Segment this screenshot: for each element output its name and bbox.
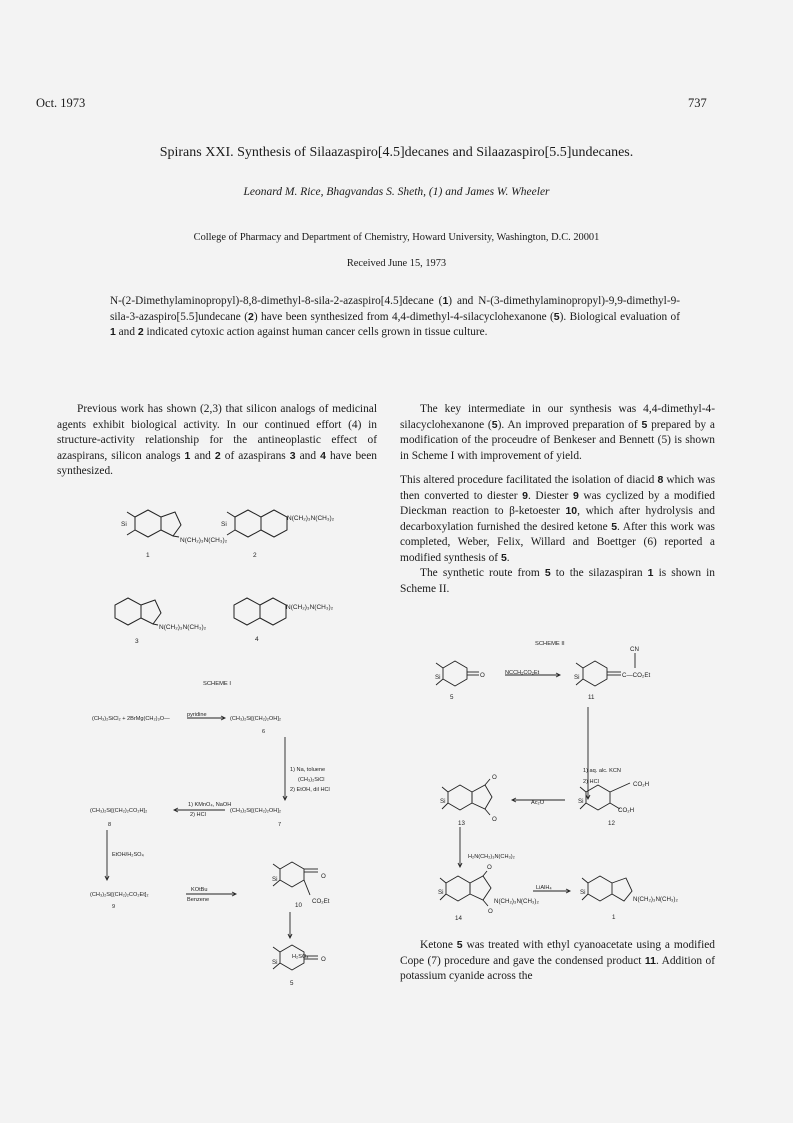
label-5: 5 xyxy=(290,980,294,987)
oxygen-s2c1: O xyxy=(492,774,497,781)
received-date: Received June 15, 1973 xyxy=(346,258,447,269)
right-paragraph-1: The key intermediate in our synthesis was 4,4-dimethyl-4-silacyclohexanone (5). An improved preparation of 5 prepared by a modification of the proceudre of Benkeser and Bennett (5) is shown in Scheme I with improvement of yield. xyxy=(400,403,715,462)
chain-14: N(CH₂)₃N(CH₃)₂ xyxy=(494,898,539,905)
oxygen-s2a: O xyxy=(480,672,485,679)
silicon-atom-s2a: Si xyxy=(435,674,441,681)
intro-paragraph: Previous work has shown (2,3) that silicon analogs of medicinal agents exhibit biological activity. In our continued effort (4) in structure-activity relationship for the antineoplastic effect of azaspirans, silicon analogs 1 and 2 of azaspirans 3 and 4 have been synthesized. xyxy=(57,403,377,477)
oxygen-s2c2: O xyxy=(492,816,497,823)
scheme-1-condition-2c: 2) EtOH, dil HCl xyxy=(290,787,330,793)
authors: Leonard M. Rice, Bhagvandas S. Sheth, (1) and James W. Wheeler xyxy=(243,186,550,198)
label-14: 14 xyxy=(455,915,462,922)
chain-1: N(CH₂)₃N(CH₃)₂ xyxy=(180,537,228,544)
scheme-1-condition-6: H₂SO₄ xyxy=(292,954,309,960)
scheme-2-title: SCHEME II xyxy=(535,641,565,647)
silicon-atom-s2c: Si xyxy=(440,798,446,805)
silicon-atom-s1b: Si xyxy=(272,959,278,966)
scheme-2 xyxy=(400,637,730,942)
right-paragraph-4: Ketone 5 was treated with ethyl cyanoacetate using a modified Cope (7) procedure and gave the condensed product 11. Addition of potassium cyanide across the xyxy=(400,939,715,982)
left-column-intro xyxy=(57,402,377,480)
scheme-1-title: SCHEME I xyxy=(203,681,232,687)
silicon-atom-s2d: Si xyxy=(578,798,584,805)
chain-2: N(CH₂)₃N(CH₃)₂ xyxy=(287,515,335,522)
scheme-1-compound-8: (CH₃)₂Si[(CH₂)₂CO₂H]₂ xyxy=(90,808,148,814)
chain-4: N(CH₂)₃N(CH₃)₂ xyxy=(286,604,334,611)
scheme-1-condition-3a: 1) KMnO₄, NaOH xyxy=(188,802,232,808)
scheme-1-condition-5a: KOtBu xyxy=(191,887,208,893)
oxygen-s1a: O xyxy=(321,873,326,880)
label-1: 1 xyxy=(146,552,150,559)
silicon-atom-s2b: Si xyxy=(574,674,580,681)
right-column-text xyxy=(400,402,715,597)
oxygen-s1b: O xyxy=(321,956,326,963)
label-11: 11 xyxy=(588,694,595,701)
chain-1-s2: N(CH₂)₃N(CH₃)₂ xyxy=(633,896,678,903)
journal-date: Oct. 1973 xyxy=(36,96,86,110)
silicon-atom-s1a: Si xyxy=(272,876,278,883)
right-paragraph-2: This altered procedure facilitated the isolation of diacid 8 which was then converted to diester 9. Diester 9 was cyclized by a modified Dieckman reaction to β-ketoester 10, which after hydrolysis and decarboxylation furnished the desired ketone 5. After this work was completed, Weber, Felix, Willard and Boettger (6) reported a modified synthesis of 5. xyxy=(400,474,716,564)
silicon-atom-2: Si xyxy=(221,521,227,528)
scheme-1-compound-6: (CH₃)₂Si[(CH₂)₂OH]₂ xyxy=(230,716,282,722)
scheme-1-condition-3b: 2) HCl xyxy=(190,812,206,818)
chain-3: N(CH₂)₃N(CH₃)₂ xyxy=(159,624,207,631)
scheme-2-reagent-3: Ac₂O xyxy=(531,800,545,806)
structures-figure xyxy=(55,495,385,645)
label-13: 13 xyxy=(458,820,465,827)
carboxylic-acid-2: CO₂H xyxy=(618,807,635,814)
affiliation: College of Pharmacy and Department of Chemistry, Howard University, Washington, D.C. 20001 xyxy=(193,232,600,243)
label-6: 6 xyxy=(262,729,266,735)
label-5-s2: 5 xyxy=(450,694,454,701)
oxygen-s2e1: O xyxy=(487,864,492,871)
scheme-1 xyxy=(40,675,390,995)
oxygen-s2e2: O xyxy=(488,908,493,915)
paper-title: Spirans XXI. Synthesis of Silaazaspiro[4.5]decanes and Silaazaspiro[5.5]undecanes. xyxy=(159,145,634,160)
silicon-atom-1: Si xyxy=(121,521,127,528)
ethyl-ester-group: CO₂Et xyxy=(312,898,330,905)
scheme-2-reagent-5: LiAlH₄ xyxy=(536,885,552,891)
silicon-atom-s2e: Si xyxy=(438,889,444,896)
label-4: 4 xyxy=(255,636,259,643)
label-9: 9 xyxy=(112,904,116,910)
cyano-group: CN xyxy=(630,646,639,653)
scheme-1-reactant-1: (CH₃)₂SiCl₂ + 2BrMg(CH₂)₃O— xyxy=(92,716,170,722)
scheme-2-condition-2b: 2) HCl xyxy=(583,779,599,785)
scheme-1-compound-7: (CH₃)₂Si[(CH₂)₂OH]₂ xyxy=(230,808,282,814)
right-paragraph-3: The synthetic route from 5 to the silazaspiran 1 is shown in Scheme II. xyxy=(400,567,715,595)
label-10: 10 xyxy=(295,902,302,909)
scheme-2-reagent-4: H₂N(CH₂)₃N(CH₃)₂ xyxy=(468,854,515,860)
right-column-continued xyxy=(400,938,715,985)
label-8: 8 xyxy=(108,822,112,828)
label-7: 7 xyxy=(278,822,282,828)
scheme-1-condition-2a: 1) Na, toluene xyxy=(290,767,326,773)
silicon-atom-s2f: Si xyxy=(580,889,586,896)
page-number: 737 xyxy=(688,96,707,110)
scheme-1-condition-5b: Benzene xyxy=(187,897,210,903)
scheme-1-condition-2b: (CH₃)₂SiCl xyxy=(298,777,325,783)
ester-chain: C—CO₂Et xyxy=(622,672,651,679)
scheme-1-compound-9: (CH₃)₂Si[(CH₂)₂CO₂Et]₂ xyxy=(90,892,149,898)
abstract: N-(2-Dimethylaminopropyl)-8,8-dimethyl-8-sila-2-azaspiro[4.5]decane (1) and N-(3-dimethylaminopropyl)-9,9-dimethyl-9-sila-3-azaspiro[5.5]undecane (2) have been synthesized from 4,4-dimethyl-4-silacyclohexanone (5). Biological evaluation of 1 and 2 indicated cytoxic action against human cancer cells grown in tissue culture. xyxy=(110,295,680,338)
label-2: 2 xyxy=(253,552,257,559)
scheme-1-condition-4: EtOH/H₂SO₄ xyxy=(112,852,144,858)
scheme-1-condition-1: pyridine xyxy=(187,712,207,718)
label-3: 3 xyxy=(135,638,139,645)
label-1-s2: 1 xyxy=(612,914,616,921)
carboxylic-acid-1: CO₂H xyxy=(633,781,650,788)
scheme-2-condition-2a: 1) aq. alc. KCN xyxy=(583,768,621,774)
scheme-2-reagent-1: NCCH₂CO₂Et xyxy=(505,670,540,676)
label-12: 12 xyxy=(608,820,615,827)
